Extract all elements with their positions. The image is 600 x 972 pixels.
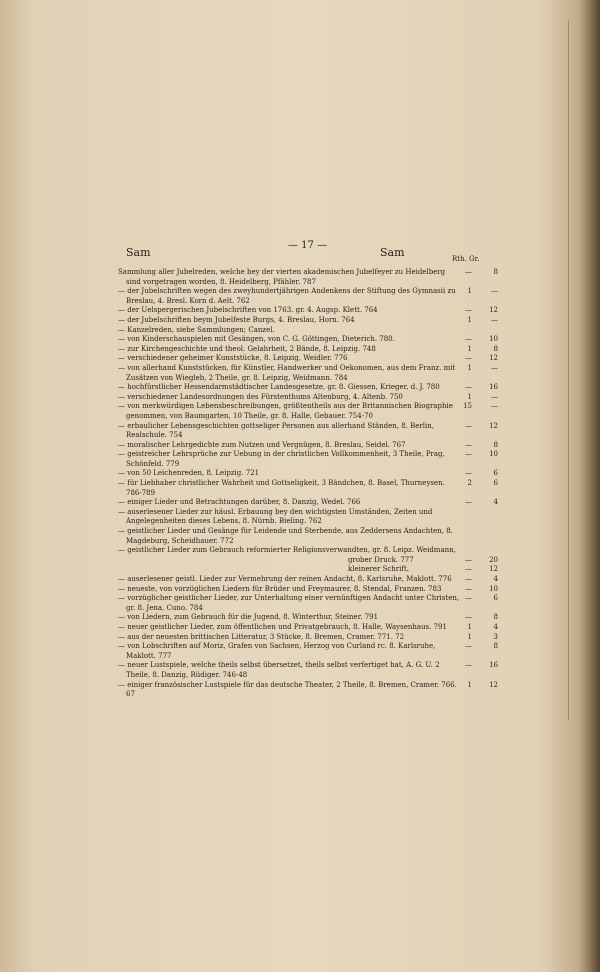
entry-text: — von Kinderschauspielen mit Gesängen, von C. G. Göttingen, Dieterich. 780. [118,335,395,344]
price-groschen: 16 [489,661,498,670]
price-thaler: — [465,661,472,670]
catalog-entry [118,681,498,700]
price-groschen: 3 [493,632,498,641]
catalog-entry [118,613,498,623]
entry-text: — verschiedener geheimer Kunststücke, 8. Leipzig, Weidler. 776 [118,354,348,363]
entry-text: Sammlung aller Jubelreden, welche bey der vierten akademischen Jubelfeyer zu Heidelberg sind vorgetragen worden, 8. Heidelberg, Pfähler. 787 [118,268,446,286]
catalog-entry [118,575,498,585]
catalog-entries [118,268,498,700]
price-thaler: 1 [467,680,472,689]
price-thaler: 1 [467,622,472,631]
price-groschen: 6 [493,479,498,488]
price-groschen: 8 [493,268,498,276]
price-thaler: — [465,575,472,583]
entry-text: kleinerer Schrift. [348,565,410,574]
catalog-entry [118,335,498,345]
catalog-entry [118,268,498,287]
entry-text: — geistlicher Lieder zum Gebrauch reformierter Religionsverwandten, gr. 8. Leipz. Weidmann, [118,546,456,555]
catalog-entry [118,633,498,643]
price-groschen: 8 [493,440,498,449]
price-thaler: — [465,450,472,459]
price-thaler: — [465,565,472,574]
catalog-entry [118,508,498,527]
price-column-heading: Rth. Gr. [452,255,480,263]
price-groschen: 12 [489,680,498,689]
price-groschen: — [491,287,498,296]
entry-text: — auserlesener Lieder zur häusl. Erbauung bey den wichtigsten Umständen, Zeiten und Angelegenheiten dieses Lebens, 8. Nürnb. Bieling. 762 [118,507,433,526]
entry-text: — auserlesener geistl. Lieder zur Vermehrung der reinen Andacht, 8. Karlsruhe, Maklott. 776 [118,575,452,583]
catalog-entry [118,326,498,336]
catalog-entry [118,565,498,575]
entry-text: — einiger französischer Lustspiele für das deutsche Theater, 2 Theile, 8. Bremen, Cramer. 766. 67 [118,680,457,699]
price-groschen: 20 [489,555,498,564]
price-groschen: 4 [493,575,498,583]
catalog-entry [118,441,498,451]
catalog-entry [118,527,498,546]
entry-text: — aus der neuesten brittischen Litteratur, 3 Stücke, 8. Bremen, Cramer. 771. 72 [118,632,405,641]
price-groschen: 6 [493,594,498,603]
price-groschen: 8 [493,613,498,622]
price-thaler: — [465,498,472,507]
price-groschen: — [491,315,498,324]
catalog-entry [118,345,498,355]
catalog-entry [118,469,498,479]
price-thaler: — [465,383,472,392]
catalog-entry [118,364,498,383]
price-thaler: 1 [467,363,472,372]
header-left-word: Sam [126,246,151,259]
price-groschen: 10 [489,584,498,593]
price-groschen: — [491,392,498,401]
catalog-entry [118,585,498,595]
catalog-entry [118,498,498,508]
page-header [126,240,486,264]
entry-text: — von Liedern, zum Gebrauch für die Jugend, 8. Winterthur, Steiner. 791 [118,613,379,622]
price-thaler: — [465,642,472,651]
catalog-entry [118,316,498,326]
price-groschen: 4 [493,498,498,507]
price-groschen: 8 [493,344,498,353]
price-groschen: 8 [493,642,498,651]
catalog-entry [118,556,498,566]
entry-text: — erbaulicher Lebensgeschichten gottseliger Personen aus allerhand Ständen, 8. Berlin, Realschule. 754 [118,421,434,440]
entry-text: — der Jubelschriften wegen des zweyhundertjährigen Andenkens der Stiftung des Gymnasii zu Breslau, 4. Bresl. Korn d. Aelt. 762 [118,287,456,305]
entry-text: — der Jubelschriften beym Jubelfeste Burgs, 4. Breslau, Horn. 764 [118,315,355,324]
catalog-entry [118,594,498,613]
price-thaler: 1 [467,392,472,401]
price-thaler: — [465,306,472,315]
price-groschen: 16 [489,383,498,392]
entry-text: — der Uelspergerischen Jubelschriften von 1763. gr. 4. Augsp. Klett. 764 [118,306,378,315]
entry-text: — Kanzelreden, siehe Sammlungen; Canzel. [118,325,275,334]
entry-text: — neuer Lustspiele, welche theils selbst übersetzet, theils selbst verfertiget hat, A. G. U. 2 Theile, 8. Danzig, Rüdiger. 746-48 [118,661,440,679]
price-thaler: — [465,440,472,449]
entry-text: — neueste, von vorzüglichen Liedern für Brüder und Freymaurer, 8. Stendal, Franzen. 783 [118,584,442,593]
entry-text: — geistreicher Lehrsprüche zur Uebung in der christlichen Vollkommenheit, 3 Theile, Prag, Schönfeld. 779 [118,450,445,468]
entry-text: — für Liebhaber christlicher Wahrheit und Gottseligkeit, 3 Bändchen, 8. Basel, Thurneysen. 786-789 [118,479,445,497]
entry-text: — einiger Lieder und Betrachtungen darüber, 8. Danzig, Wedel. 766 [118,498,361,507]
catalog-entry [118,422,498,441]
header-right-word: Sam [380,246,405,259]
catalog-entry [118,393,498,403]
entry-text: — hochfürstlicher Hessendarmstädtischer Landesgesetze, gr. 8. Giessen, Krieger, d. J. 780 [118,383,440,392]
entry-text: — verschiedener Landesordnungen des Fürstenthums Altenburg, 4. Altenb. 750 [118,392,403,401]
price-thaler: — [465,268,472,276]
price-thaler: — [465,594,472,603]
price-groschen: 4 [493,622,498,631]
catalog-entry [118,354,498,364]
price-thaler: 1 [467,315,472,324]
catalog-entry [118,623,498,633]
catalog-entry [118,383,498,393]
price-groschen: — [491,363,498,372]
catalog-entry [118,450,498,469]
price-groschen: 12 [489,306,498,315]
catalog-entry [118,661,498,680]
price-thaler: — [465,335,472,344]
price-groschen: 6 [493,469,498,478]
catalog-entry [118,306,498,316]
price-groschen: 12 [489,565,498,574]
catalog-entry [118,287,498,306]
catalog-entry [118,546,498,556]
entry-text: — vorzüglicher geistlicher Lieder, zur Unterhaltung einer vernünftigen Andacht unter Christen, gr. 8. Jena, Cuno. 784 [118,594,460,612]
entry-text: — zur Kirchengeschichte und theol. Gelahrheit, 2 Bände, 8. Leipzig. 748 [118,344,376,353]
entry-text: — geistlicher Lieder und Gesänge für Leidende und Sterbende, aus Zeddersens Andachten, 8. Magdeburg, Scheidhauer. 772 [118,527,453,545]
price-thaler: — [465,469,472,478]
price-groschen: — [491,402,498,411]
catalog-entry [118,642,498,661]
price-thaler: — [465,421,472,430]
price-thaler: 1 [467,632,472,641]
catalog-entry [118,479,498,498]
price-thaler: — [465,354,472,363]
page-number: — 17 — [288,240,328,251]
entry-text: grober Druck. 777 [348,555,414,564]
entry-text: — von merkwürdigen Lebensbeschreibungen, größtentheils aus der Britannischen Biographie genommen, von Baumgarten, 10 Theile, gr. 8. Halle, Gebauer. 754-70 [118,402,453,420]
price-groschen: 10 [489,450,498,459]
entry-text: — von 50 Leichenreden, 8. Leipzig. 721 [118,469,260,478]
price-thaler: — [465,584,472,593]
price-groschen: 10 [489,335,498,344]
price-thaler: — [465,555,472,564]
entry-text: — moralischer Lehrgedichte zum Nutzen und Vergnügen, 8. Breslau, Seidel. 767 [118,440,406,449]
entry-text: — neuer geistlicher Lieder, zum öffentlichen und Privatgebrauch, 8. Halle, Waysenhaus. 791 [118,622,447,631]
price-thaler: 1 [467,287,472,296]
price-thaler: 1 [467,344,472,353]
price-groschen: 12 [489,421,498,430]
price-thaler: 2 [467,479,472,488]
page-fold-shadow [578,0,600,972]
binding-rule [568,20,569,720]
entry-text: — von allerhand Kunststücken, für Künstler, Handwerker und Oekonomen, aus dem Franz. mit Zusätzen von Wiegleb, 2 Theile, gr. 8. Leipzig, Weidmann. 784 [118,363,456,382]
price-groschen: 12 [489,354,498,363]
catalog-entry [118,402,498,421]
price-thaler: — [465,613,472,622]
entry-text: — von Lobschriften auf Moriz, Grafen von Sachsen, Herzog von Curland rc. 8. Karlsruhe, Maklott. 777 [118,642,436,660]
price-thaler: 15 [463,402,472,411]
